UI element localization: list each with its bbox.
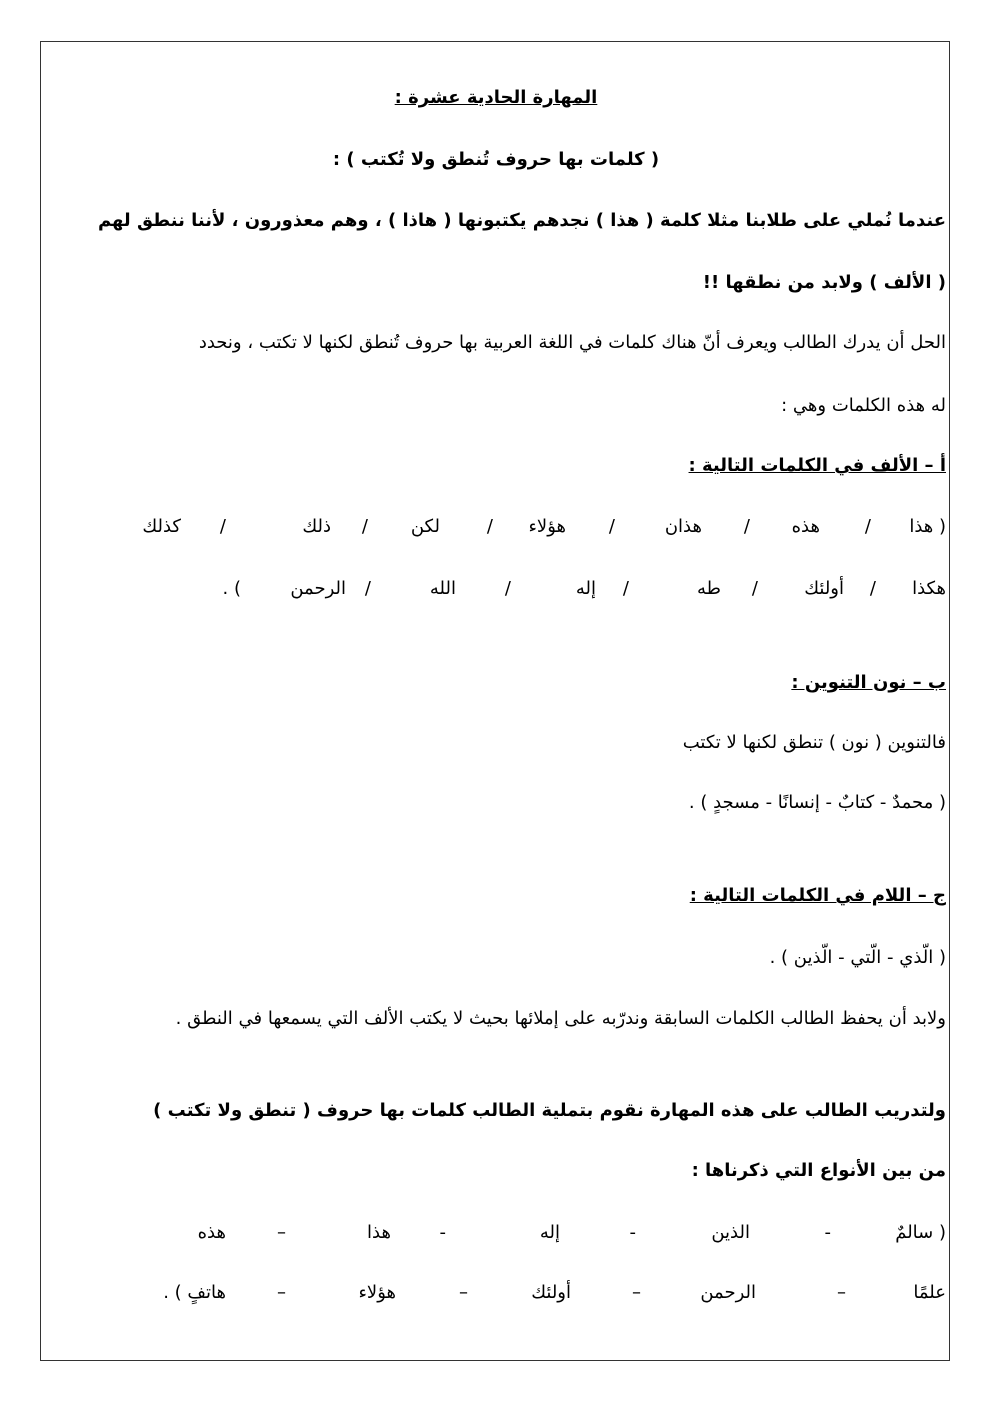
solution-line-1: الحل أن يدرك الطالب ويعرف أنّ هناك كلمات في اللغة العربية بها حروف تُنطق لكنها لا تكتب ، ونحدد bbox=[198, 332, 946, 353]
separator: / bbox=[504, 578, 511, 599]
word: ذلك bbox=[302, 516, 331, 537]
intro-line-1: عندما نُملي على طلابنا مثلا كلمة ( هذا ) نجدهم يكتبونها ( هاذا ) ، وهم معذورون ، لأننا ننطق لهم bbox=[97, 210, 946, 231]
section-b-text: فالتنوين ( نون ) تنطق لكنها لا تكتب bbox=[682, 732, 946, 753]
section-b-heading: ب – نون التنوين : bbox=[791, 672, 946, 693]
word: إله bbox=[575, 578, 596, 599]
word: هؤلاء bbox=[528, 516, 566, 537]
word: أولئك bbox=[531, 1282, 571, 1303]
section-a-row-1 bbox=[70, 513, 946, 543]
word: الذين bbox=[711, 1222, 750, 1243]
word: كذلك bbox=[142, 516, 181, 537]
separator: / bbox=[743, 516, 750, 537]
word: هكذا bbox=[912, 578, 946, 599]
word: هذا bbox=[367, 1222, 391, 1243]
section-c-heading: ج – اللام في الكلمات التالية : bbox=[689, 885, 946, 906]
training-line-1: ولتدريب الطالب على هذه المهارة نقوم بتملية الطالب كلمات بها حروف ( تنطق ولا تكتب ) bbox=[153, 1100, 946, 1121]
word: لكن bbox=[410, 516, 440, 537]
word: هؤلاء bbox=[358, 1282, 396, 1303]
section-b-examples: ( محمدٌ - كتابٌ - إنسانًا - مسجدٍ ) . bbox=[688, 792, 946, 813]
word: الرحمن bbox=[700, 1282, 756, 1303]
solution-line-2: له هذه الكلمات وهي : bbox=[781, 395, 946, 416]
separator: - bbox=[629, 1222, 636, 1243]
training-row-1 bbox=[70, 1219, 946, 1249]
word: أولئك bbox=[804, 578, 844, 599]
separator: / bbox=[622, 578, 629, 599]
separator: / bbox=[364, 578, 371, 599]
page-title: المهارة الحادية عشرة : bbox=[394, 87, 598, 108]
separator: - bbox=[439, 1222, 446, 1243]
word: إله bbox=[539, 1222, 560, 1243]
separator: – bbox=[277, 1222, 286, 1243]
separator: / bbox=[361, 516, 368, 537]
separator: / bbox=[219, 516, 226, 537]
subtitle: ( كلمات بها حروف تُنطق ولا تُكتب ) : bbox=[332, 149, 660, 170]
word: ( سالمٌ bbox=[895, 1222, 946, 1243]
separator: - bbox=[824, 1222, 831, 1243]
training-line-2: من بين الأنواع التي ذكرناها : bbox=[691, 1160, 946, 1181]
word: طه bbox=[697, 578, 721, 599]
intro-line-2: ( الألف ) ولابد من نطقها !! bbox=[702, 272, 946, 293]
training-row-2 bbox=[70, 1279, 946, 1309]
word: علمًا bbox=[913, 1282, 946, 1303]
word: ) . bbox=[222, 578, 241, 599]
separator: / bbox=[608, 516, 615, 537]
separator: – bbox=[459, 1282, 468, 1303]
word: الله bbox=[429, 578, 456, 599]
word: الرحمن bbox=[290, 578, 346, 599]
separator: – bbox=[277, 1282, 286, 1303]
word: هذه bbox=[197, 1222, 226, 1243]
word: هاتفٍ ) . bbox=[163, 1282, 226, 1303]
word: هذان bbox=[664, 516, 702, 537]
separator: / bbox=[864, 516, 871, 537]
section-c-note: ولابد أن يحفظ الطالب الكلمات السابقة وندرّبه على إملائها بحيث لا يكتب الألف التي يسمعها في النطق . bbox=[175, 1008, 946, 1029]
word: ( هذا bbox=[909, 516, 946, 537]
section-a-row-2 bbox=[70, 575, 946, 605]
section-a-heading: أ – الألف في الكلمات التالية : bbox=[688, 455, 946, 476]
separator: / bbox=[869, 578, 876, 599]
separator: – bbox=[632, 1282, 641, 1303]
separator: / bbox=[751, 578, 758, 599]
word: هذه bbox=[791, 516, 820, 537]
section-c-examples: ( الّذي - الّتي - الّذين ) . bbox=[769, 947, 946, 968]
separator: – bbox=[837, 1282, 846, 1303]
separator: / bbox=[486, 516, 493, 537]
